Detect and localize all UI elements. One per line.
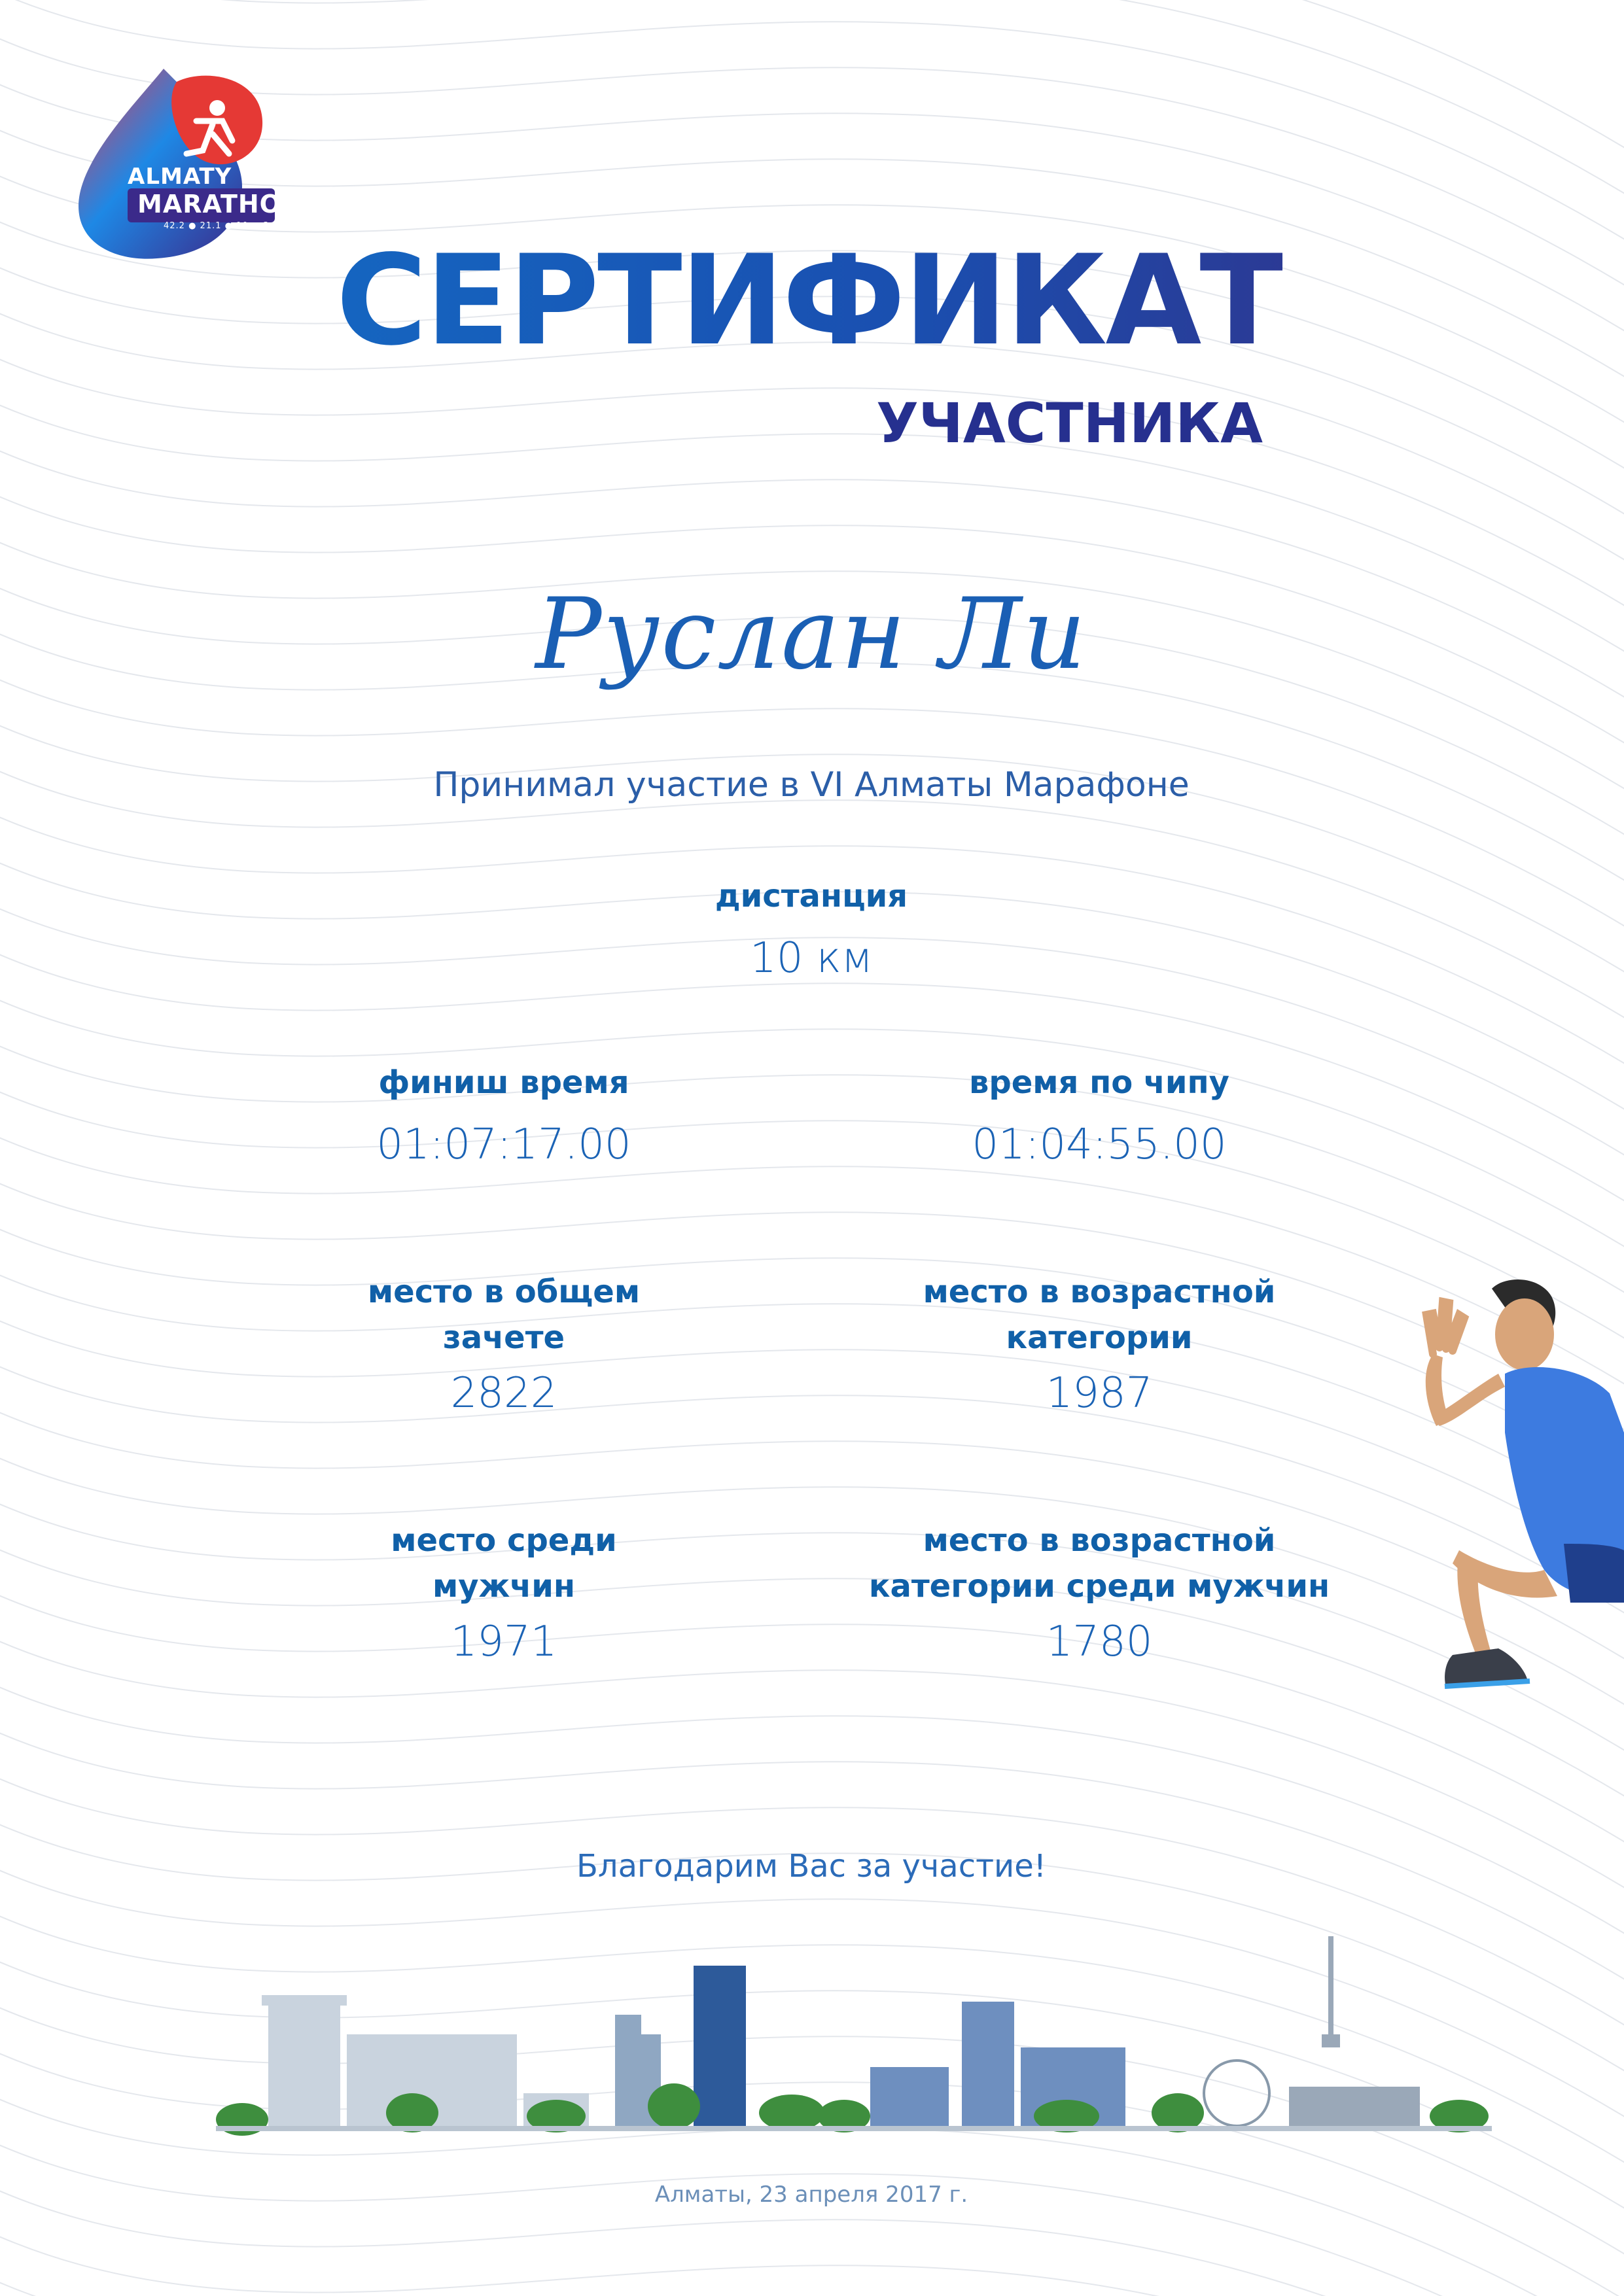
background-wave-line [0,1151,1624,1478]
participant-name: Руслан Ли [535,578,1087,691]
background-wave-line [0,1197,1624,1524]
age-category-men-place-label-2: категории среди мужчин [868,1568,1330,1605]
background-wave-line [0,1289,1624,1616]
age-category-men-place-value: 1780 [1046,1618,1153,1666]
men-place-label-2: мужчин [432,1568,576,1605]
logo-text-line1: ALMATY [128,164,232,190]
background-wave-line [0,1426,1624,1753]
finish-time-block [294,1060,713,1171]
age-category-men-place-block [838,1518,1361,1668]
background-wave-line [0,1334,1624,1661]
participation-text: Принимал участие в VI Алматы Марафоне [433,765,1190,805]
background-wave-line [0,1105,1624,1433]
background-wave-line [0,968,1624,1295]
certificate-title-text: СЕРТИФИКАТ [336,228,1282,373]
men-place-value: 1971 [450,1618,557,1666]
runner-illustration [1413,1262,1624,1786]
distance-block [615,873,1008,984]
chip-time-label: время по чипу [969,1064,1229,1101]
finish-time-value: 01:07:17.00 [376,1121,631,1169]
logo-distances: 42.2 ● 21.1 ● 10 ● 3 [164,221,270,231]
background-wave-line [0,1060,1624,1387]
background-wave-line [0,1014,1624,1341]
background-wave-line [0,1609,1624,1936]
overall-place-label-2: зачете [442,1319,565,1356]
finish-time-label: финиш время [378,1064,629,1101]
distance-label: дистанция [715,878,908,914]
age-category-place-label-2: категории [1006,1319,1193,1356]
overall-place-value: 2822 [450,1369,557,1418]
background-wave-line [0,1518,1624,1845]
distance-value: 10 км [749,934,874,983]
chip-time-block [890,1060,1309,1171]
background-wave-line [0,1380,1624,1707]
age-category-place-value: 1987 [1046,1369,1153,1418]
background-wave-line [0,2250,1624,2296]
city-skyline-illustration [216,1930,1492,2146]
overall-place-block [294,1269,713,1419]
background-wave-line [0,1563,1624,1890]
certificate-title [327,228,1282,373]
overall-place-label-1: место в общем [367,1274,641,1310]
background-wave-line [0,1243,1624,1570]
age-category-men-place-label-1: место в возрастной [923,1522,1276,1559]
certificate-subtitle: УЧАСТНИКА [876,391,1263,455]
almaty-marathon-logo [65,62,303,265]
logo-text-line2: MARATHON [137,190,303,218]
thanks-text: Благодарим Вас за участие! [576,1848,1047,1885]
men-place-label-1: место среди [391,1522,617,1559]
age-category-place-label-1: место в возрастной [923,1274,1276,1310]
footer-date-place: Алматы, 23 апреля 2017 г. [654,2182,968,2208]
age-category-place-block [890,1269,1309,1419]
background-wave-line [0,2204,1624,2296]
chip-time-value: 01:04:55.00 [972,1121,1227,1169]
background-wave-line [0,1472,1624,1799]
men-place-block [294,1518,713,1668]
